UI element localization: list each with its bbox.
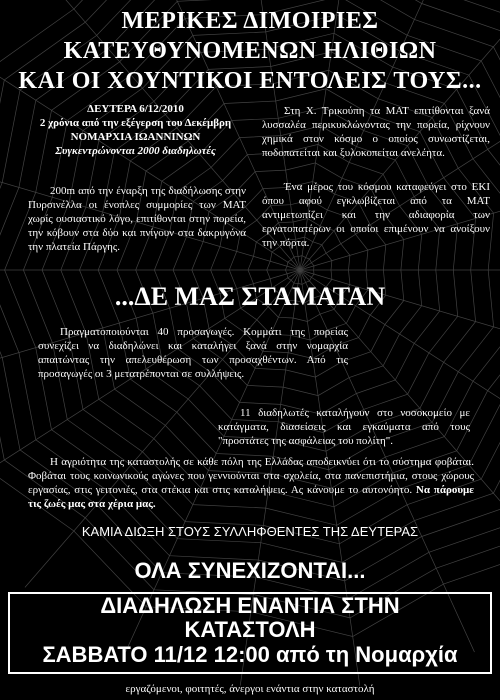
left-paragraph: 200m από την έναρξη της διαδήλωσης στην Πυρσινέλλα οι ένοπλες συμμορίες των ΜΑΤ χωρίς ουσιαστικό λόγο, επιτίθονται στην πορεία, την κόβουν στα δύο και πνίγουν στα δακρυγόνα την πλατεία Πάργης. (28, 185, 246, 253)
header-date: ΔΕΥΤΕΡΑ 6/12/2010 (87, 103, 184, 115)
hospital-paragraph: 11 διαδηλωτές καταλήγουν στο νοσοκομείο με κατάγματα, διασείσεις και εγκαύματα από τους "προστάτες της ασφάλειας του πολίτη". (218, 407, 470, 447)
arrests-paragraph: Πραγματοποιούνται 40 προσαγωγές. Κομμάτι της πορείας συνεχίζει να διαδηλώνει και καταλήγει ξανά στην νομαρχία απαιτώντας την απελευθέρωση των προσαχθέντων. Από τις προσαγωγές οι 3 μετατρέπονται σε συλλήψεις. (38, 326, 348, 380)
title-line-3: ΚΑΙ ΟΙ ΧΟΥΝΤΙΚΟΙ ΕΝΤΟΛΕΙΣ ΤΟΥΣ... (18, 68, 482, 94)
demonstration-callout-box (8, 592, 492, 674)
title-line-2: ΚΑΤΕΥΘΥΝΟΜΕΝΩΝ ΗΛΙΘΙΩΝ (63, 38, 437, 64)
footer-slogan: εργαζόμενοι, φοιτητές, άνεργοι ενάντια στην καταστολή (125, 683, 375, 695)
ferocity-text: Η αγριότητα της καταστολής σε κάθε πόλη της Ελλάδας αποδεικνύει ότι το σύστημα φοβάται. Φοβάται τους κοινωνικούς αγώνες που γεννιούνται στα σχολεία, στα πανεπιστήμια, στους χώρους εργασίας, στις γειτονιές, στα στέκια και στις καταλήψεις. Ας κάνουμε το αυτονόητο. (28, 456, 474, 496)
ferocity-bold-call: Να πάρουμε τις ζωές μας στα χέρια μας. (28, 484, 474, 510)
right-paragraph-2: Ένα μέρος του κόσμου καταφεύγει στο ΕΚΙ όπου αφού εγκλωβίζεται από τα ΜΑΤ αντιμετωπίζει και την αδιαφορία των εργατοπατέρων οι οποίοι επιμένουν να ανοίξουν την πόρτα. (262, 181, 490, 249)
callout-line-1: ΔΙΑΔΗΛΩΣΗ ΕΝΑΝΤΙΑ ΣΤΗΝ (100, 593, 400, 618)
header-location: ΝΟΜΑΡΧΙΑ ΙΩΑΝΝΙΝΩΝ (70, 131, 201, 143)
title-line-1: ΜΕΡΙΚΕΣ ΔΙΜΟΙΡΙΕΣ (121, 8, 379, 34)
no-prosecution-banner: ΚΑΜΙΑ ΔΙΩΞΗ ΣΤΟΥΣ ΣΥΛΛΗΦΘΕΝΤΕΣ ΤΗΣ ΔΕΥΤΕΡΑΣ (81, 524, 419, 539)
everything-continues-banner: ΟΛΑ ΣΥΝΕΧΙΖΟΝΤΑΙ... (134, 558, 366, 583)
callout-line-2: ΚΑΤΑΣΤΟΛΗ (184, 617, 316, 642)
callout-line-3: ΣΑΒΒΑΤΟ 11/12 12:00 από τη Νομαρχία (42, 642, 458, 667)
header-crowd: Συγκεντρώνονται 2000 διαδηλωτές (55, 145, 216, 157)
middle-title: ...ΔΕ ΜΑΣ ΣΤΑΜΑΤΑΝ (114, 282, 386, 311)
header-anniversary: 2 χρόνια από την εξέγερση του Δεκέμβρη (39, 117, 232, 129)
ferocity-paragraph (28, 455, 474, 511)
right-paragraph-1: Στη Χ. Τρικούπη τα ΜΑΤ επιτίθονται ξανά λυσσαλέα περικυκλώνοντας την πορεία, ρίχνουν χημικά στον κόσμο ο οποίος συνωστίζεται, ποδοπατείται και ξυλοκοπείται ανελέητα. (262, 105, 490, 159)
